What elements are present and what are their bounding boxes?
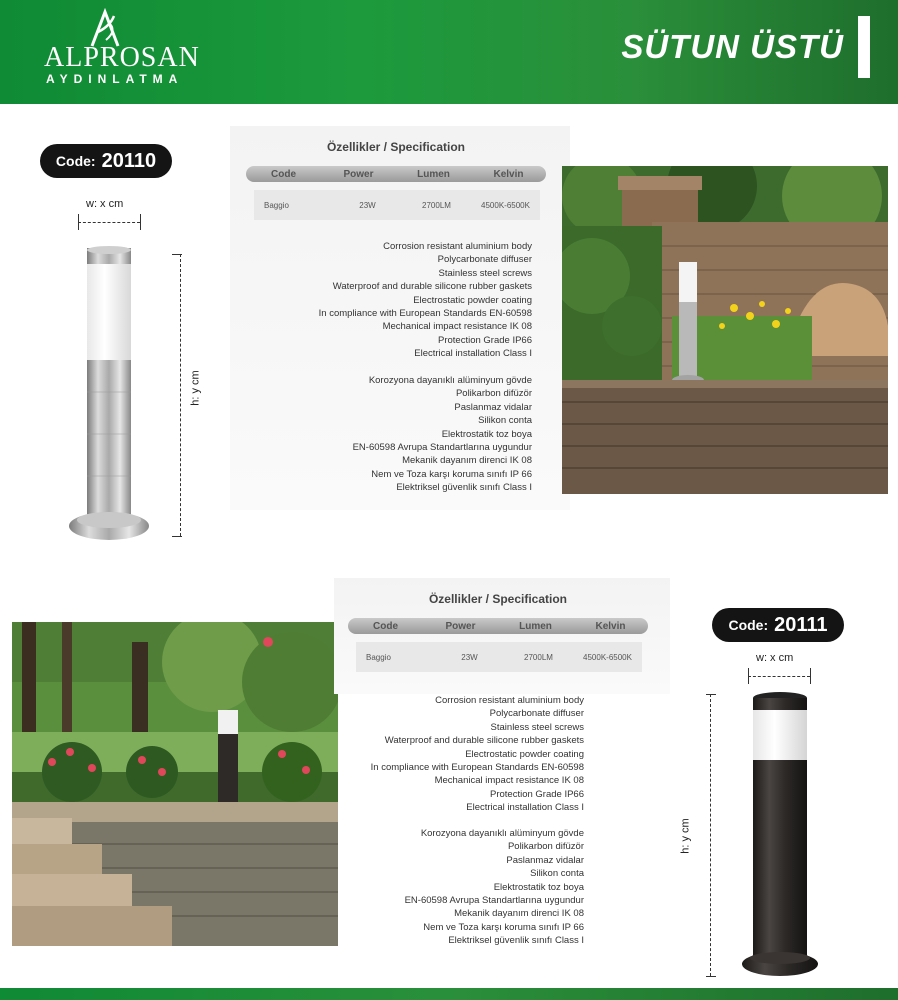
spec-cell-code: Baggio: [366, 652, 391, 662]
features-english: [319, 240, 532, 361]
code-label: Code:: [55, 153, 96, 169]
spec-header-power: Power: [343, 168, 374, 180]
feature-item: Electrostatic powder coating: [465, 748, 584, 760]
height-line: [710, 694, 711, 976]
spec-header-power: Power: [445, 620, 476, 632]
feature-item: Electrical installation Class I: [414, 348, 532, 360]
feature-item: Polycarbonate diffuser: [489, 708, 584, 720]
spec-header-lumen: Lumen: [519, 620, 552, 632]
spec-cell-code: Baggio: [264, 200, 289, 210]
spec-header-code: Code: [271, 168, 296, 180]
product-bollard-anthracite: [736, 686, 826, 982]
product-photo-garden-steps: [12, 622, 338, 946]
height-label: h: y cm: [679, 818, 692, 854]
width-tick-right: [140, 214, 141, 230]
feature-item: Mechanical impact resistance IK 08: [382, 321, 532, 333]
feature-item: Paslanmaz vidalar: [506, 854, 584, 866]
spec-header-kelvin: Kelvin: [595, 620, 626, 632]
spec-title: Özellikler / Specification: [428, 592, 568, 606]
feature-item: Mechanical impact resistance IK 08: [434, 775, 584, 787]
feature-item: Stainless steel screws: [438, 267, 532, 279]
feature-item: Waterproof and durable silicone rubber gaskets: [332, 281, 532, 293]
feature-item: Paslanmaz vidalar: [454, 401, 532, 413]
feature-item: Electrostatic powder coating: [413, 294, 532, 306]
feature-item: Elektriksel güvenlik sınıfı Class I: [396, 482, 532, 494]
spec-cell-lumen: 2700LM: [524, 652, 553, 662]
feature-item: Nem ve Toza karşı koruma sınıfı IP 66: [371, 468, 532, 480]
feature-item: Mekanik dayanım direnci IK 08: [402, 455, 532, 467]
product-code-badge: [40, 144, 172, 178]
code-label: Code:: [728, 617, 769, 633]
brand-subtitle: AYDINLATMA: [46, 72, 184, 86]
feature-item: Elektrostatik toz boya: [441, 428, 532, 440]
width-line: [78, 222, 140, 223]
product-code-badge: [712, 608, 844, 642]
feature-item: In compliance with European Standards EN-60598: [370, 762, 584, 774]
product-bollard-steel: [64, 244, 154, 544]
width-tick-right: [810, 668, 811, 684]
feature-item: Silikon conta: [478, 415, 532, 427]
feature-item: Mekanik dayanım direnci IK 08: [454, 908, 584, 920]
page-title: SÜTUN ÜSTÜ: [621, 28, 844, 65]
feature-item: Silikon conta: [530, 868, 584, 880]
feature-item: EN-60598 Avrupa Standartlarına uygundur: [404, 895, 584, 907]
spec-cell-power: 23W: [461, 652, 478, 662]
feature-item: Polikarbon difüzör: [455, 388, 532, 400]
feature-item: In compliance with European Standards EN-60598: [318, 308, 532, 320]
spec-table-header: [348, 618, 648, 634]
spec-header-kelvin: Kelvin: [493, 168, 524, 180]
feature-item: Polikarbon difüzör: [507, 841, 584, 853]
feature-item: Protection Grade IP66: [438, 334, 532, 346]
spec-table-header: [246, 166, 546, 182]
spec-table-row: [254, 190, 540, 220]
feature-item: Korozyona dayanıklı alüminyum gövde: [368, 375, 532, 386]
feature-item: Electrical installation Class I: [466, 802, 584, 814]
feature-item: Polycarbonate diffuser: [437, 254, 532, 266]
width-label: w: x cm: [86, 198, 124, 210]
feature-item: Corrosion resistant aluminium body: [435, 695, 584, 706]
height-line: [180, 254, 181, 536]
features-turkish: [353, 374, 532, 495]
features-english: [371, 694, 584, 815]
page-footer-bar: [0, 988, 898, 1000]
feature-item: Waterproof and durable silicone rubber gaskets: [384, 735, 584, 747]
spec-header-code: Code: [373, 620, 398, 632]
spec-title: Özellikler / Specification: [326, 140, 466, 154]
page-header: [0, 0, 898, 104]
spec-header-lumen: Lumen: [417, 168, 450, 180]
feature-item: Corrosion resistant aluminium body: [383, 241, 532, 252]
code-number: 20110: [101, 149, 157, 172]
spec-cell-kelvin: 4500K-6500K: [481, 200, 530, 210]
width-label: w: x cm: [756, 652, 794, 664]
height-tick-top: [706, 694, 716, 695]
spec-cell-lumen: 2700LM: [422, 200, 451, 210]
title-accent-bar: [858, 16, 870, 78]
code-number: 20111: [774, 613, 828, 636]
width-line: [748, 676, 810, 677]
brand-name: ALPROSAN: [44, 42, 200, 73]
feature-item: Elektriksel güvenlik sınıfı Class I: [448, 935, 584, 947]
spec-table-row: [356, 642, 642, 672]
height-tick-bottom: [172, 536, 182, 537]
product-photo-garden-wall: [562, 166, 888, 494]
features-turkish: [405, 827, 584, 948]
feature-item: Nem ve Toza karşı koruma sınıfı IP 66: [423, 921, 584, 933]
feature-item: Korozyona dayanıklı alüminyum gövde: [420, 828, 584, 839]
feature-item: Elektrostatik toz boya: [493, 881, 584, 893]
height-label: h: y cm: [189, 370, 202, 406]
spec-cell-power: 23W: [359, 200, 376, 210]
spec-cell-kelvin: 4500K-6500K: [583, 652, 632, 662]
height-tick-bottom: [706, 976, 716, 977]
feature-item: Protection Grade IP66: [490, 788, 584, 800]
feature-item: Stainless steel screws: [490, 721, 584, 733]
feature-item: EN-60598 Avrupa Standartlarına uygundur: [352, 442, 532, 454]
